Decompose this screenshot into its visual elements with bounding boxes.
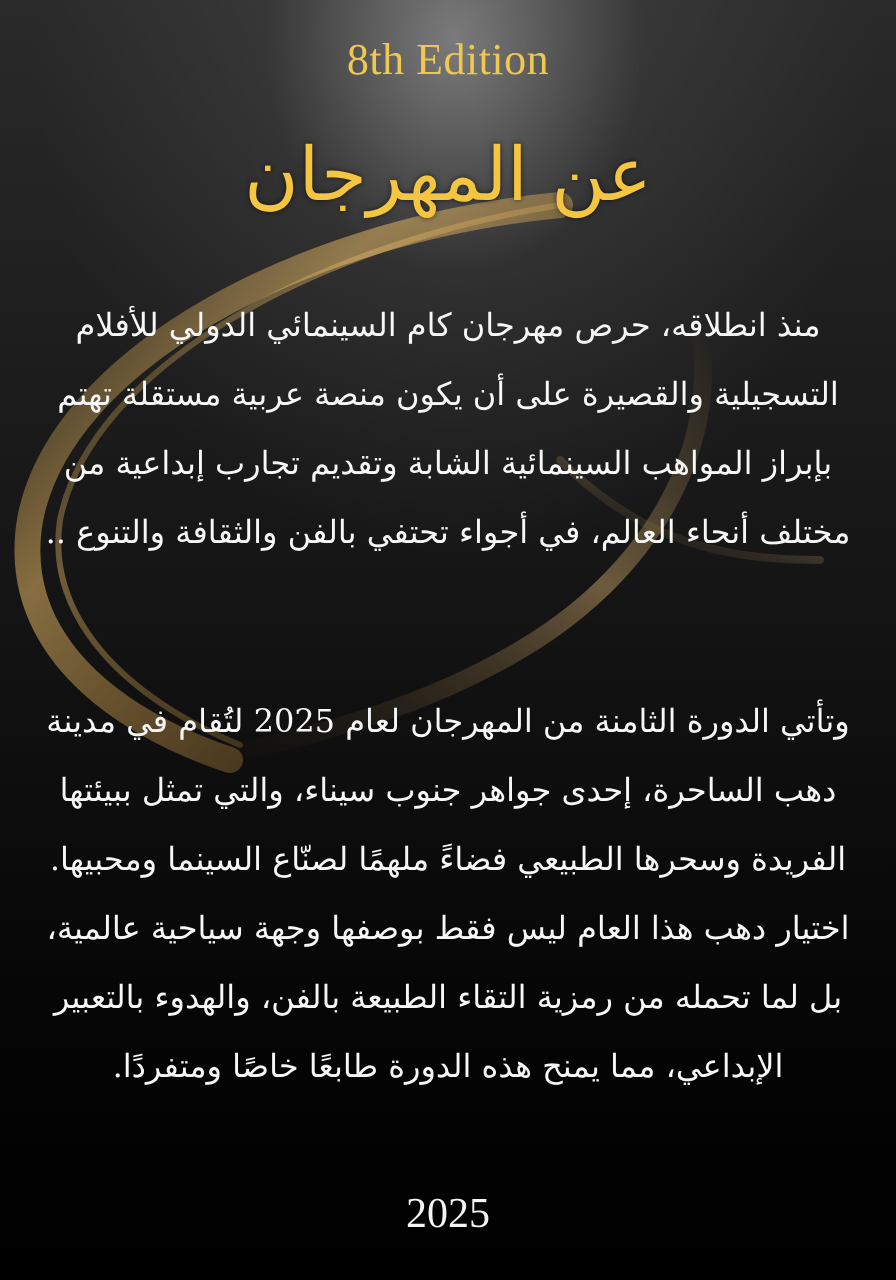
year-label: 2025 bbox=[406, 1191, 490, 1237]
about-paragraph-2: وتأتي الدورة الثامنة من المهرجان لعام 2025 لتُقام في مدينة دهب الساحرة، إحدى جواهر جنوب سيناء، والتي تمثل ببيئتها الفريدة وسحرها الطبيعي فضاءً ملهمًا لصنّاع السينما ومحبيها. اختيار دهب هذا العام ليس فقط بوصفها وجهة سياحية عالمية، بل لما تحمله من رمزية التقاء الطبيعة بالفن، والهدوء بالتعبير الإبداعي، مما يمنح هذه الدورة طابعًا خاصًا ومتفردًا. bbox=[46, 702, 850, 1085]
page-title: عن المهرجان bbox=[244, 132, 652, 218]
about-paragraph-1: منذ انطلاقه، حرص مهرجان كام السينمائي الدولي للأفلام التسجيلية والقصيرة على أن يكون منصة عربية مستقلة تهتم بإبراز المواهب السينمائية الشابة وتقديم تجارب إبداعية من مختلف أنحاء العالم، في أجواء تحتفي بالفن والثقافة والتنوع .. bbox=[45, 306, 851, 551]
edition-label: 8th Edition bbox=[346, 35, 550, 84]
